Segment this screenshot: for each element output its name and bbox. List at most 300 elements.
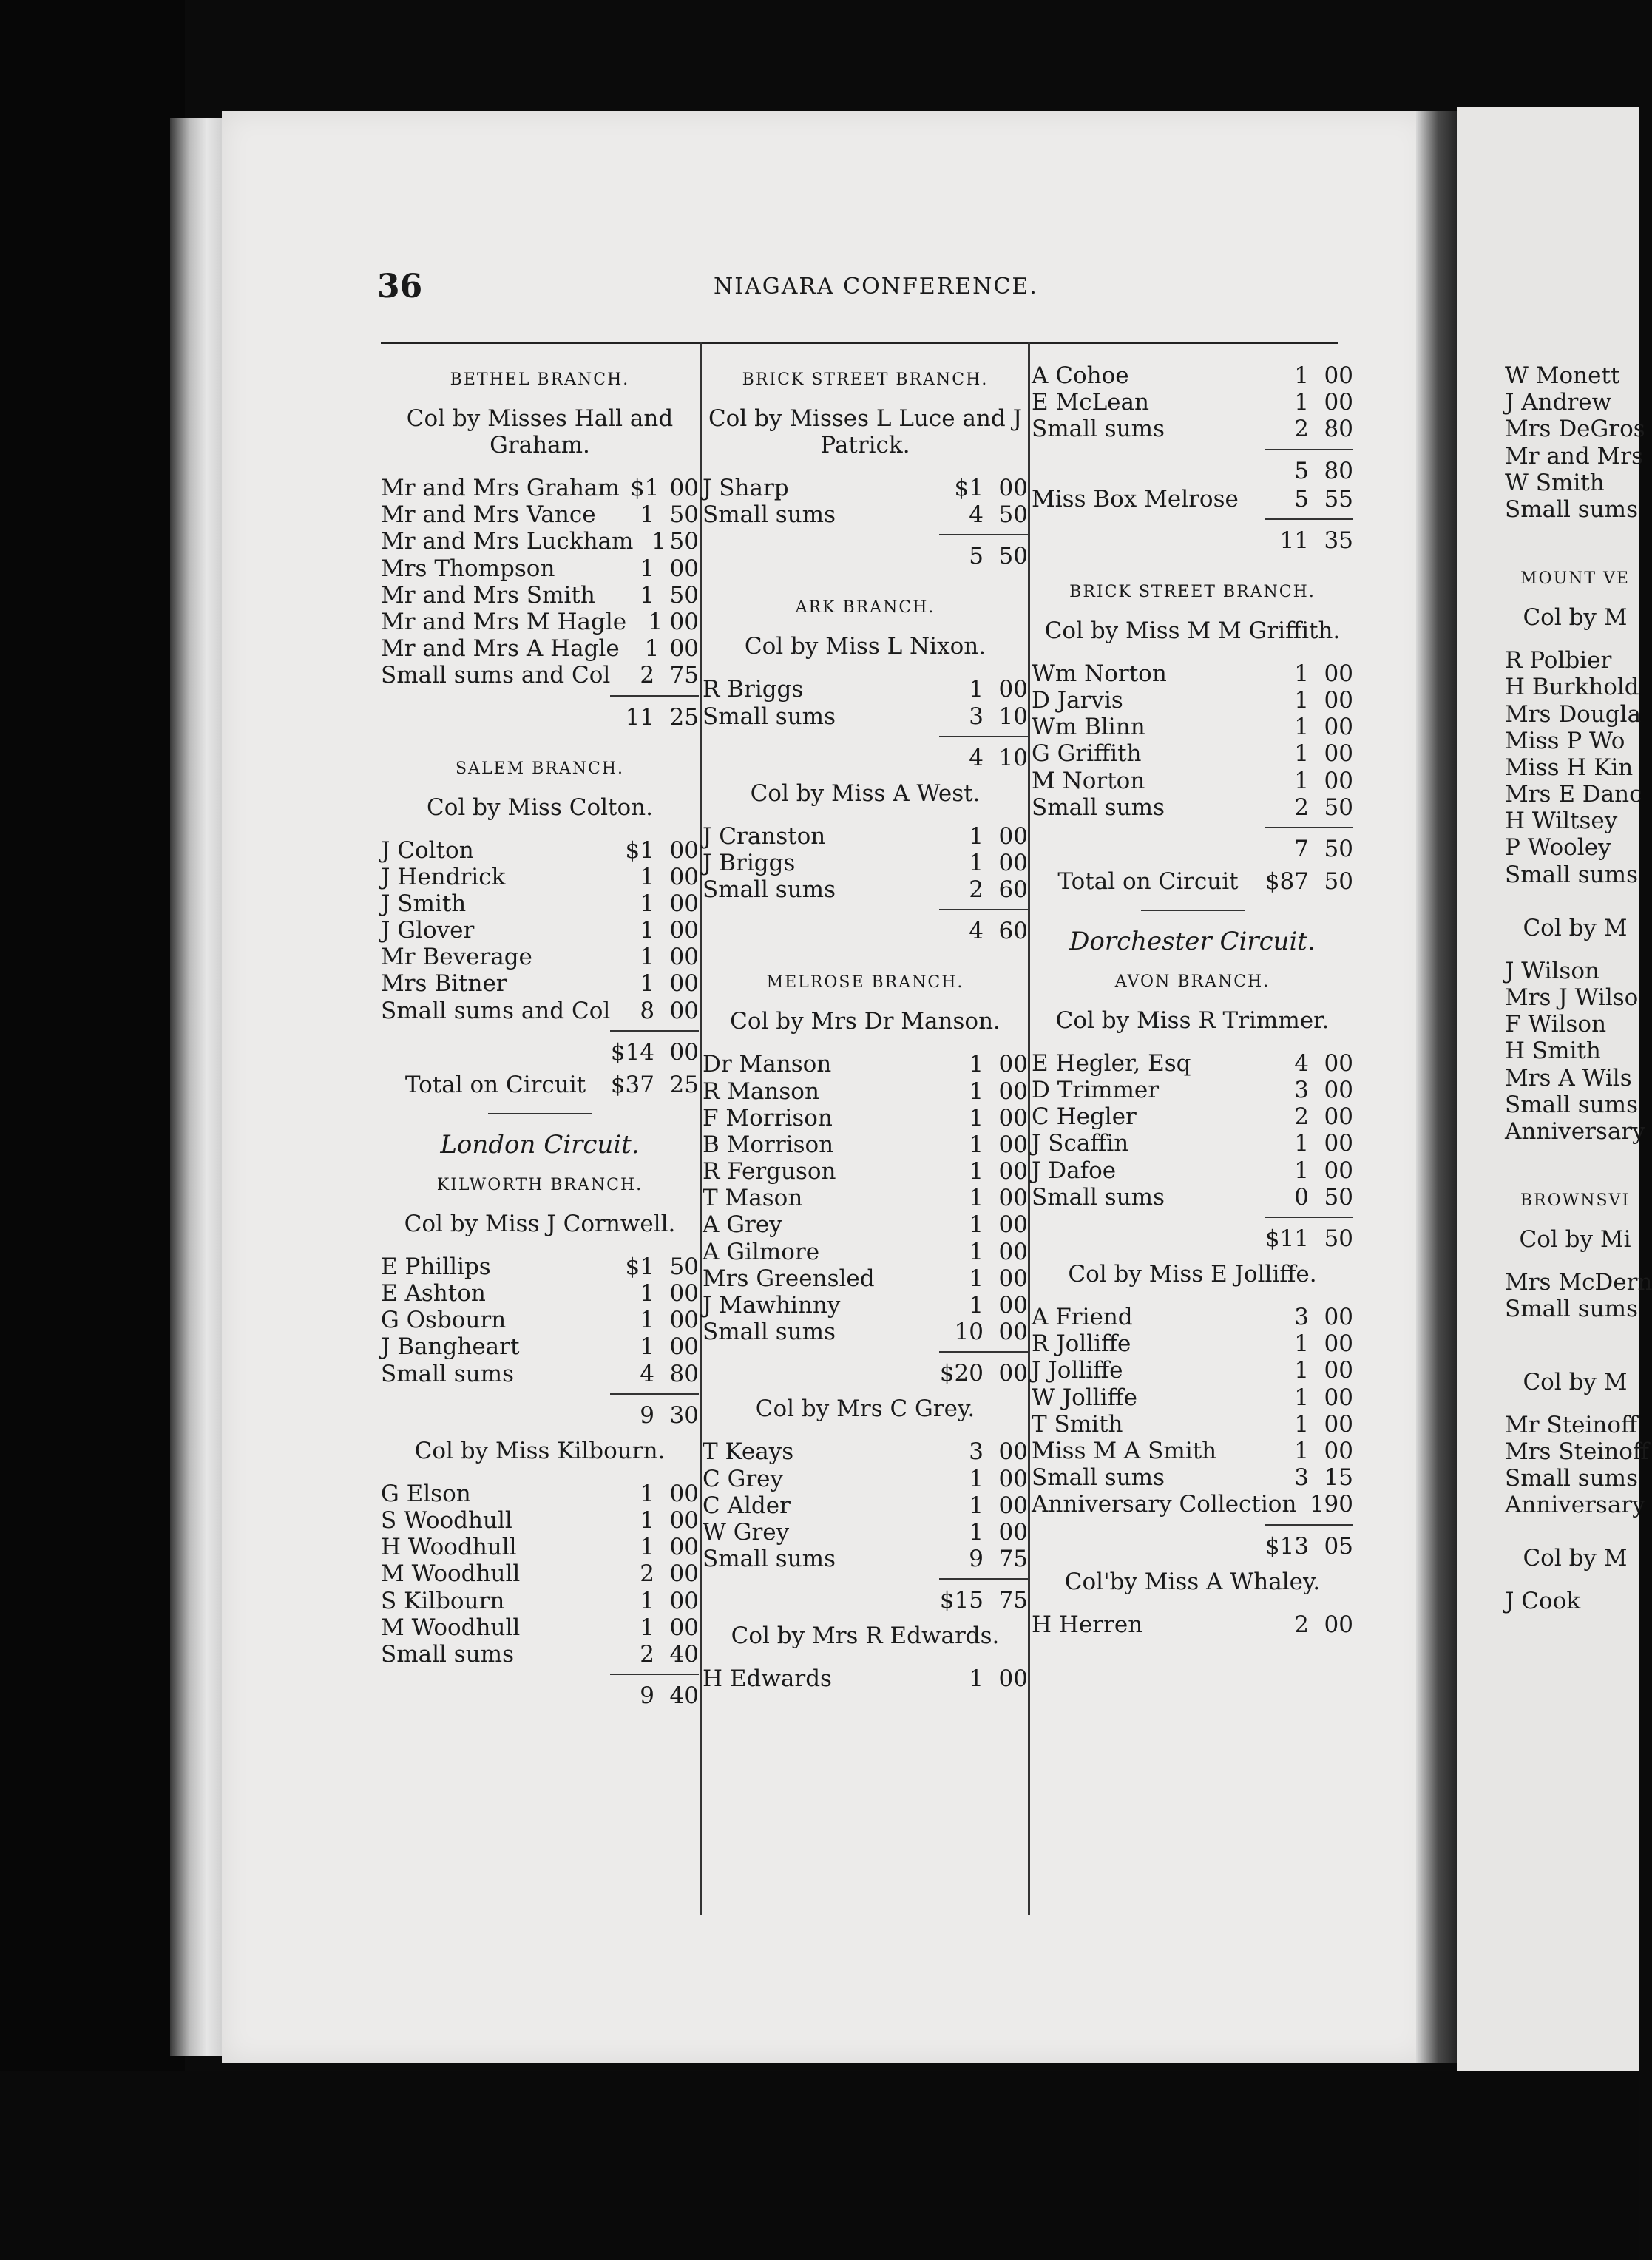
spacer (381, 732, 699, 751)
subtotal-row (381, 1681, 699, 1711)
ledger-row (703, 850, 1028, 876)
amount-cents: 50 (1324, 867, 1353, 895)
branch-heading: MELROSE BRANCH. (766, 973, 964, 992)
amount-dollars: $1 (954, 475, 984, 501)
amount-dollars: 9 (640, 1401, 654, 1429)
amount-dollars: 1 (1294, 714, 1309, 741)
donor-name: Mrs J Wilso (1505, 984, 1639, 1011)
sum-rule (610, 1674, 699, 1675)
amount-cents: 00 (998, 822, 1028, 850)
donor-name: H Smith (1505, 1038, 1601, 1065)
section-separator (1141, 910, 1245, 911)
amount-dollars: 1 (969, 822, 984, 850)
donor-name: Small sums and Col (381, 997, 611, 1024)
ledger-row (1505, 416, 1645, 442)
collector-line: Col by Miss M M Griffith. (1044, 617, 1341, 644)
amount-cents: 40 (669, 1640, 699, 1668)
amount-cents: 00 (669, 555, 699, 582)
amount-dollars: 1 (969, 1158, 984, 1185)
donor-name: R Briggs (703, 676, 804, 703)
ledger-row (381, 1307, 699, 1333)
collector-line: Col by Miss Colton. (427, 794, 653, 821)
donor-name: Mr and Mrs A Hagle (381, 635, 620, 663)
section-separator (488, 1113, 592, 1114)
donor-name: W Jolliffe (1032, 1384, 1137, 1411)
collector-line: Col by Mrs C Grey. (755, 1395, 975, 1423)
collector-line: Col by M (1523, 604, 1628, 632)
amount-dollars: 2 (1294, 1611, 1309, 1638)
amount-dollars: 1 (969, 1211, 984, 1239)
amount-cents: 50 (669, 528, 699, 555)
amount-cents: 00 (1324, 686, 1353, 714)
ledger-row (1032, 1611, 1353, 1638)
donor-name: S Kilbourn (381, 1587, 505, 1614)
amount-dollars: 1 (640, 501, 654, 529)
circuit-total-row (381, 1067, 699, 1103)
donor-name: Wm Blinn (1032, 714, 1145, 741)
donor-name: Small sums (381, 1360, 514, 1387)
amount-cents: 35 (1324, 527, 1353, 554)
donor-name: W Smith (1505, 469, 1605, 496)
amount-cents: 00 (998, 1518, 1028, 1546)
ledger-row (1032, 1184, 1353, 1211)
ledger-row (703, 823, 1028, 850)
ledger-row (1032, 1050, 1353, 1077)
donor-name: Mrs Thompson (381, 555, 555, 582)
amount-cents: 00 (998, 1492, 1028, 1519)
donor-name: J Dafoe (1032, 1157, 1117, 1184)
donor-name: Mrs Greensled (703, 1265, 875, 1292)
amount-cents: 00 (1324, 1130, 1353, 1157)
ledger-row (1505, 1269, 1652, 1296)
amount-dollars: 2 (1294, 416, 1309, 443)
amount-cents: 00 (1324, 767, 1353, 794)
amount-cents: 00 (1324, 1384, 1353, 1411)
subtotal-row (703, 916, 1028, 946)
donor-name: Miss M A Smith (1032, 1437, 1217, 1464)
donor-name: J Glover (381, 917, 475, 944)
amount-cents: 00 (1324, 1157, 1353, 1184)
collector-line: Col by Miss Kilbourn. (414, 1437, 666, 1464)
ledger-row (381, 528, 699, 555)
amount-dollars: 1 (969, 1185, 984, 1212)
donor-name: J Cranston (703, 822, 826, 850)
amount-dollars: 1 (640, 1480, 654, 1507)
sum-rule (1265, 827, 1353, 828)
subtotal-row (1032, 456, 1353, 486)
amount-dollars: $37 (610, 1071, 654, 1098)
ledger-row (381, 1614, 699, 1641)
amount-cents: 00 (669, 1560, 699, 1588)
page-number: 36 (377, 268, 423, 305)
donor-name: Small sums (703, 876, 836, 904)
spacer (1505, 1342, 1645, 1361)
donor-name: Small sums (703, 1319, 836, 1346)
amount-dollars: 2 (969, 876, 984, 904)
amount-dollars: 1 (1294, 767, 1309, 794)
donor-name: J Hendrick (381, 863, 506, 890)
ledger-row (381, 917, 699, 944)
ledger-row (1505, 1296, 1645, 1322)
amount-cents: 50 (998, 501, 1028, 529)
ledger-row (1032, 1130, 1353, 1157)
donor-name: C Grey (703, 1465, 784, 1492)
branch-heading: SALEM BRANCH. (455, 759, 625, 778)
amount-dollars: 1 (1294, 660, 1309, 687)
amount-dollars: 1 (969, 1131, 984, 1158)
amount-dollars: 1 (640, 1534, 654, 1561)
subtotal-row (381, 1401, 699, 1430)
sum-rule (939, 1351, 1028, 1353)
donor-name: J Scaffin (1032, 1130, 1129, 1157)
ledger-column-1 (381, 362, 699, 1711)
donor-name: Wm Norton (1032, 660, 1167, 687)
donor-name: Small sums (381, 1640, 514, 1668)
donor-name: Mrs Dougla (1505, 700, 1642, 728)
donor-name: Small sums (703, 1546, 836, 1573)
amount-dollars: $14 (610, 1038, 654, 1066)
amount-cents: 00 (1324, 1330, 1353, 1358)
amount-cents: 00 (998, 1438, 1028, 1466)
ledger-row (1505, 1065, 1645, 1092)
ledger-row (703, 1665, 1028, 1692)
amount-cents: 40 (669, 1682, 699, 1710)
amount-cents: 00 (998, 1051, 1028, 1078)
donor-name: T Keays (703, 1438, 794, 1466)
amount-dollars: 1 (640, 890, 654, 917)
donor-name: E Hegler, Esq (1032, 1049, 1191, 1077)
amount-dollars: 1 (1309, 1491, 1324, 1518)
amount-cents: 50 (669, 581, 699, 609)
donor-name: R Ferguson (703, 1158, 836, 1185)
donor-name: A Friend (1032, 1304, 1133, 1330)
donor-name: Miss P Wo (1505, 727, 1625, 754)
amount-dollars: 1 (640, 1333, 654, 1361)
amount-cents: 00 (998, 1077, 1028, 1105)
amount-cents: 00 (998, 849, 1028, 876)
donor-name: M Norton (1032, 767, 1145, 794)
running-header: NIAGARA CONFERENCE. (714, 274, 1038, 300)
amount-dollars: 11 (1279, 527, 1309, 554)
collector-line: Col by Mrs R Edwards. (731, 1623, 1000, 1650)
amount-cents: 00 (1324, 1611, 1353, 1638)
ledger-row (1032, 1157, 1353, 1184)
ledger-row (703, 1131, 1028, 1158)
donor-name: D Jarvis (1032, 686, 1123, 714)
amount-dollars: 1 (969, 1518, 984, 1546)
ledger-row (1505, 958, 1645, 984)
amount-dollars: 4 (640, 1360, 654, 1387)
donor-name: G Elson (381, 1480, 471, 1507)
subtotal-row (1032, 526, 1353, 555)
amount-dollars: 10 (954, 1319, 984, 1346)
spacer (1505, 523, 1645, 542)
amount-dollars: 1 (969, 676, 984, 703)
amount-cents: 55 (1324, 485, 1353, 512)
amount-cents: 80 (1324, 457, 1353, 484)
ledger-row (381, 475, 699, 501)
ledger-row (1032, 1103, 1353, 1130)
branch-heading: BRICK STREET BRANCH. (1069, 582, 1316, 601)
ledger-row (1032, 1491, 1353, 1518)
amount-dollars: 9 (969, 1546, 984, 1573)
donor-name: P Wooley (1505, 834, 1611, 862)
subtotal-row (703, 541, 1028, 571)
ledger-row (1032, 1330, 1353, 1357)
amount-cents: 00 (998, 1665, 1028, 1693)
donor-name: Small sums (1505, 1296, 1638, 1323)
amount-cents: 00 (669, 970, 699, 998)
donor-name: J Briggs (703, 849, 796, 876)
spacer (1505, 1323, 1645, 1342)
sum-rule (939, 736, 1028, 737)
donor-name: M Woodhull (381, 1560, 521, 1588)
ledger-row (1505, 1492, 1645, 1518)
donor-name: Anniversary Collection (1032, 1491, 1297, 1518)
collector-line: Col by Misses L Luce and J Patrick. (708, 405, 1023, 459)
donor-name: Small sums (1505, 495, 1638, 523)
subtotal-row (381, 703, 699, 732)
donor-name: H Edwards (703, 1665, 832, 1693)
amount-dollars: 3 (1294, 1304, 1309, 1330)
ledger-row (1505, 362, 1645, 389)
circuit-heading: London Circuit. (440, 1129, 640, 1160)
ledger-row (381, 890, 699, 917)
donor-name: Small sums (1032, 1183, 1165, 1211)
amount-cents: 50 (1324, 1225, 1353, 1252)
donor-name: S Woodhull (381, 1506, 512, 1534)
ledger-row (703, 1105, 1028, 1131)
sum-rule (1265, 518, 1353, 520)
amount-cents: 50 (1324, 794, 1353, 821)
book-gutter-shadow (1416, 111, 1460, 2063)
ledger-row (381, 1534, 699, 1560)
ledger-row (381, 501, 699, 528)
amount-cents: 00 (998, 1265, 1028, 1292)
donor-name: A Gilmore (703, 1238, 820, 1265)
donor-name: E Phillips (381, 1253, 491, 1280)
collector-line: Col by M (1523, 1545, 1628, 1572)
donor-name: Miss H Kin (1505, 754, 1634, 781)
amount-dollars: $11 (1265, 1225, 1309, 1252)
amount-dollars: $1 (625, 836, 654, 864)
ledger-column-2 (703, 362, 1028, 1693)
ledger-row (381, 1560, 699, 1587)
spacer (1505, 1164, 1645, 1183)
amount-dollars: $13 (1265, 1532, 1309, 1560)
amount-dollars: 8 (640, 997, 655, 1024)
donor-name: J Mawhinny (703, 1292, 841, 1319)
total-label: Total on Circuit (404, 1071, 586, 1098)
sum-rule (610, 695, 699, 697)
ledger-row (1032, 768, 1353, 794)
ledger-row (703, 1265, 1028, 1292)
amount-dollars: 4 (969, 744, 984, 771)
amount-dollars: $87 (1265, 867, 1309, 895)
amount-cents: 00 (998, 1238, 1028, 1265)
amount-cents: 00 (1324, 1103, 1353, 1131)
amount-cents: 00 (669, 1038, 699, 1066)
ledger-row (703, 1466, 1028, 1492)
donor-name: Small sums (1505, 1091, 1638, 1118)
amount-cents: 50 (669, 501, 699, 529)
ledger-row (1032, 416, 1353, 442)
amount-cents: 00 (669, 475, 699, 501)
amount-cents: 00 (998, 1292, 1028, 1319)
amount-cents: 00 (669, 836, 699, 864)
donor-name: E Ashton (381, 1280, 486, 1307)
amount-dollars: 1 (1294, 1437, 1309, 1464)
ledger-row (1505, 1118, 1645, 1145)
donor-name: Small sums and Col (381, 662, 611, 689)
branch-heading: MOUNT VE (1520, 569, 1630, 589)
branch-heading: BRICK STREET BRANCH. (742, 371, 989, 389)
donor-name: Small sums (1505, 1464, 1638, 1492)
donor-name: Mrs DeGros (1505, 416, 1645, 443)
subtotal-row (703, 1586, 1028, 1615)
ledger-row (1505, 834, 1645, 861)
branch-heading: ARK BRANCH. (795, 598, 935, 618)
donor-name: Miss Box Melrose (1032, 485, 1239, 512)
amount-cents: 00 (1324, 1410, 1353, 1438)
spacer (1505, 888, 1645, 907)
ledger-row (1505, 808, 1645, 834)
spacer (703, 571, 1028, 590)
amount-cents: 00 (669, 1534, 699, 1561)
donor-name: Small sums (1032, 1464, 1165, 1492)
ledger-row (1032, 1077, 1353, 1103)
amount-dollars: 4 (1294, 1049, 1309, 1077)
amount-cents: 00 (669, 1480, 699, 1507)
ledger-row (381, 1588, 699, 1614)
amount-dollars: 9 (640, 1682, 654, 1710)
subtotal-row (1032, 1224, 1353, 1254)
amount-cents: 00 (998, 1131, 1028, 1158)
donor-name: Mr and Mrs (1505, 442, 1644, 470)
spacer (1505, 1518, 1645, 1537)
ledger-row (703, 501, 1028, 528)
donor-name: J Wilson (1505, 957, 1599, 984)
collector-line: Col by Miss R Trimmer. (1055, 1006, 1330, 1034)
amount-cents: 00 (669, 608, 699, 635)
donor-name: Dr Manson (703, 1051, 832, 1078)
donor-name: Mrs McDern (1505, 1269, 1652, 1296)
amount-dollars: 1 (648, 608, 663, 635)
amount-dollars: 1 (640, 1506, 654, 1534)
amount-cents: 25 (669, 1071, 699, 1098)
amount-dollars: 1 (969, 1292, 984, 1319)
amount-dollars: 1 (640, 970, 654, 998)
collector-line: Col'by Miss A Whaley. (1064, 1568, 1321, 1595)
ledger-row (381, 1280, 699, 1307)
amount-cents: 50 (998, 543, 1028, 570)
donor-name: Mrs A Wils (1505, 1064, 1632, 1092)
donor-name: J Bangheart (381, 1333, 520, 1361)
amount-cents: 30 (669, 1401, 699, 1429)
ledger-row (381, 1507, 699, 1534)
amount-dollars: 1 (1294, 362, 1309, 389)
donor-name: Mrs Steinoff (1505, 1438, 1649, 1465)
amount-dollars: $15 (939, 1587, 984, 1614)
amount-cents: 10 (998, 703, 1028, 730)
collector-line: Col by Miss J Cornwell. (404, 1210, 676, 1237)
ledger-row (381, 837, 699, 864)
branch-heading: KILWORTH BRANCH. (436, 1175, 643, 1194)
donor-name: F Wilson (1505, 1011, 1607, 1038)
amount-dollars: 4 (969, 918, 984, 945)
ledger-row (1032, 1464, 1353, 1491)
amount-dollars: 1 (1294, 686, 1309, 714)
ledger-row (1032, 740, 1353, 767)
ledger-row (1032, 1357, 1353, 1384)
amount-cents: 00 (998, 1158, 1028, 1185)
amount-cents: 50 (1324, 835, 1353, 862)
ledger-row (703, 1292, 1028, 1319)
collector-line: Col by Miss L Nixon. (744, 633, 986, 660)
amount-dollars: 1 (1294, 1384, 1309, 1411)
amount-dollars: $1 (629, 475, 660, 501)
collector-line: Col by Mi (1519, 1226, 1631, 1254)
amount-cents: 00 (1324, 740, 1353, 768)
donor-name: Anniversary (1505, 1492, 1645, 1519)
donor-name: W Monett (1505, 362, 1620, 389)
facing-page-column (1505, 362, 1652, 1615)
ledger-row (1505, 701, 1645, 728)
amount-dollars: 7 (1294, 835, 1309, 862)
sum-rule (1265, 1524, 1353, 1526)
ledger-row (1505, 470, 1645, 496)
donor-name: J Jolliffe (1032, 1357, 1123, 1384)
ledger-row (1032, 389, 1353, 416)
amount-cents: 00 (1324, 660, 1353, 687)
circuit-total-row (1032, 864, 1353, 899)
ledger-row (381, 582, 699, 609)
amount-cents: 00 (669, 1614, 699, 1641)
amount-dollars: 1 (640, 1587, 654, 1614)
ledger-row (381, 1361, 699, 1387)
amount-cents: 00 (998, 676, 1028, 703)
ledger-row (381, 1254, 699, 1280)
amount-cents: 00 (669, 1506, 699, 1534)
donor-name: Mr and Mrs M Hagle (381, 608, 627, 635)
amount-cents: 00 (1324, 362, 1353, 389)
amount-cents: 75 (669, 662, 699, 689)
ledger-row (381, 970, 699, 997)
amount-cents: 00 (998, 1360, 1028, 1387)
ledger-row (381, 944, 699, 970)
amount-cents: 90 (1324, 1491, 1353, 1518)
subtotal-row (703, 1359, 1028, 1388)
amount-cents: 00 (1324, 389, 1353, 416)
donor-name: A Cohoe (1032, 362, 1129, 389)
amount-dollars: 1 (969, 1492, 984, 1519)
donor-name: G Griffith (1032, 740, 1142, 768)
amount-dollars: 3 (1294, 1464, 1309, 1492)
ledger-row (381, 1641, 699, 1668)
amount-cents: 00 (1324, 1357, 1353, 1384)
ledger-row (703, 1546, 1028, 1572)
ledger-row (1032, 1438, 1353, 1464)
amount-dollars: 2 (640, 1560, 654, 1588)
amount-dollars: 1 (640, 917, 654, 944)
sum-rule (939, 909, 1028, 910)
ledger-row (1032, 794, 1353, 821)
amount-dollars: 1 (640, 1307, 654, 1334)
donor-name: Mr and Mrs Luckham (381, 528, 634, 555)
amount-cents: 15 (1324, 1464, 1353, 1492)
amount-cents: 00 (669, 917, 699, 944)
ledger-row (703, 1319, 1028, 1345)
